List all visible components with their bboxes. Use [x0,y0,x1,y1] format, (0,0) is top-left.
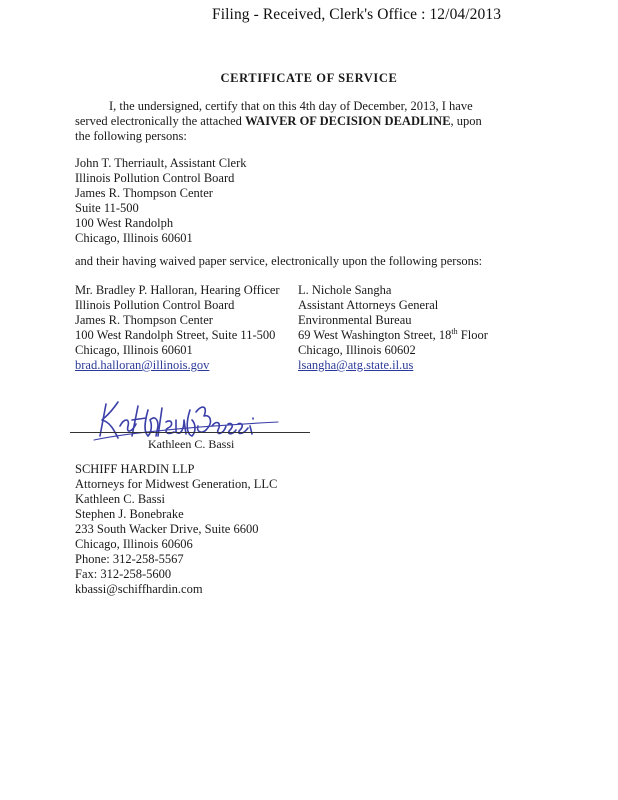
attorney-general-contact [298,283,488,373]
law-firm-block [75,462,277,597]
recipient-line: Illinois Pollution Control Board [75,171,235,185]
recipient-line: 100 West Randolph [75,216,174,230]
contact-street: 69 West Washington Street, 18th Floor [298,326,488,342]
firm-email: kbassi@schiffhardin.com [75,582,203,596]
recipient-line: Suite 11-500 [75,201,139,215]
contact-line: Chicago, Illinois 60601 [75,343,193,357]
firm-line: Phone: 312-258-5567 [75,552,184,566]
contact-line: 100 West Randolph Street, Suite 11-500 [75,328,276,342]
certification-paragraph [75,99,495,144]
firm-line: Kathleen C. Bassi [75,492,165,506]
firm-line: Chicago, Illinois 60606 [75,537,193,551]
recipient-line: Chicago, Illinois 60601 [75,231,193,245]
contact-title: Assistant Attorneys General [298,298,439,312]
firm-line: Attorneys for Midwest Generation, LLC [75,477,278,491]
waived-service-text: and their having waived paper service, electronically upon the following persons: [75,254,483,268]
filing-stamp: Filing - Received, Clerk's Office : 12/04/2013 [212,6,502,23]
certification-text-start: I, the undersigned, certify that on this 4th day of December, 2013, I have served electronically the attached [75,99,473,128]
attorney-general-email-link[interactable]: lsangha@atg.state.il.us [298,358,414,372]
firm-line: SCHIFF HARDIN LLP [75,462,195,476]
contact-line: James R. Thompson Center [75,313,213,327]
firm-line: Fax: 312-258-5600 [75,567,172,581]
certification-text-end: , upon the following persons: [75,114,482,143]
contact-line: Mr. Bradley P. Halloran, Hearing Officer [75,283,280,297]
contact-name: L. Nichole Sangha [298,283,392,297]
document-title: CERTIFICATE OF SERVICE [220,71,398,85]
firm-line: 233 South Wacker Drive, Suite 6600 [75,522,259,536]
hearing-officer-contact [75,283,280,373]
recipient-address [75,156,247,246]
contact-city: Chicago, Illinois 60602 [298,343,416,357]
firm-line: Stephen J. Bonebrake [75,507,184,521]
contact-line: Illinois Pollution Control Board [75,298,235,312]
hearing-officer-email-link[interactable]: brad.halloran@illinois.gov [75,358,210,372]
signer-name: Kathleen C. Bassi [148,437,235,451]
attached-document-name: WAIVER OF DECISION DEADLINE [245,114,451,128]
recipient-line: James R. Thompson Center [75,186,213,200]
contact-bureau: Environmental Bureau [298,313,412,327]
signature-line [70,432,310,433]
recipient-line: John T. Therriault, Assistant Clerk [75,156,247,170]
